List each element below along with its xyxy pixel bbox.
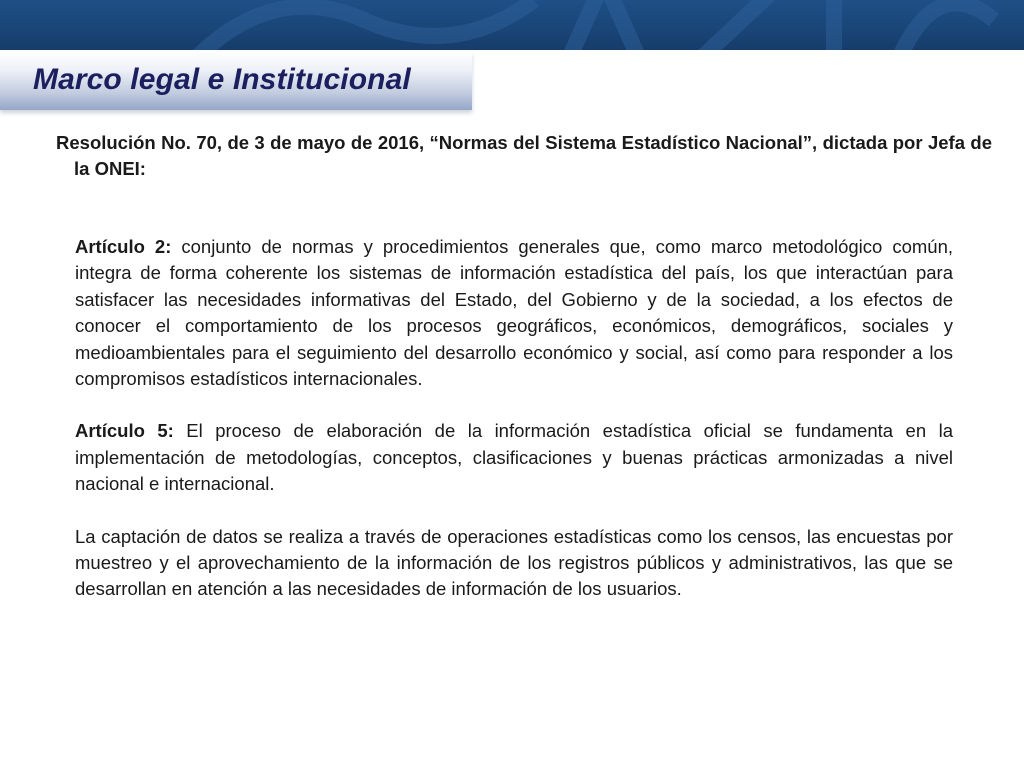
closing-paragraph: La captación de datos se realiza a través de operaciones estadísticas como los censos, las encuestas por muestreo y el aprovechamiento de la información de los registros públicos y administrativos, las que se desarrollan en atención a las necesidades de información de los usuarios. [75,525,953,600]
slide-title: Marco legal e Institucional [33,63,411,96]
banner-watermark-graphic [134,0,1024,50]
article-5-label: Artículo 5: [75,420,174,442]
article-2-text: conjunto de normas y procedimientos generales que, como marco metodológico común, integra de forma coherente los sistemas de información estadística del país, los que interactúan para satisfacer las necesidades informativas del Estado, del Gobierno y de la sociedad, a los efectos de conocer el comportamiento de los procesos geográficos, económicos, demográficos, sociales y medioambientales para el seguimiento del desarrollo económico y social, así como para responder a los compromisos estadísticos internacionales. [75,236,953,390]
article-2-paragraph [75,234,953,392]
resolution-intro: Resolución No. 70, de 3 de mayo de 2016, “Normas del Sistema Estadístico Nacional”, dictada por Jefa de la ONEI: [56,132,992,179]
article-5-text: El proceso de elaboración de la información estadística oficial se fundamenta en la implementación de metodologías, conceptos, clasificaciones y buenas prácticas armonizadas a nivel nacional e internacional. [75,420,953,495]
top-banner [0,0,1024,50]
article-5-paragraph [75,418,953,497]
article-2-label: Artículo 2: [75,236,172,257]
slide-content [75,234,953,603]
